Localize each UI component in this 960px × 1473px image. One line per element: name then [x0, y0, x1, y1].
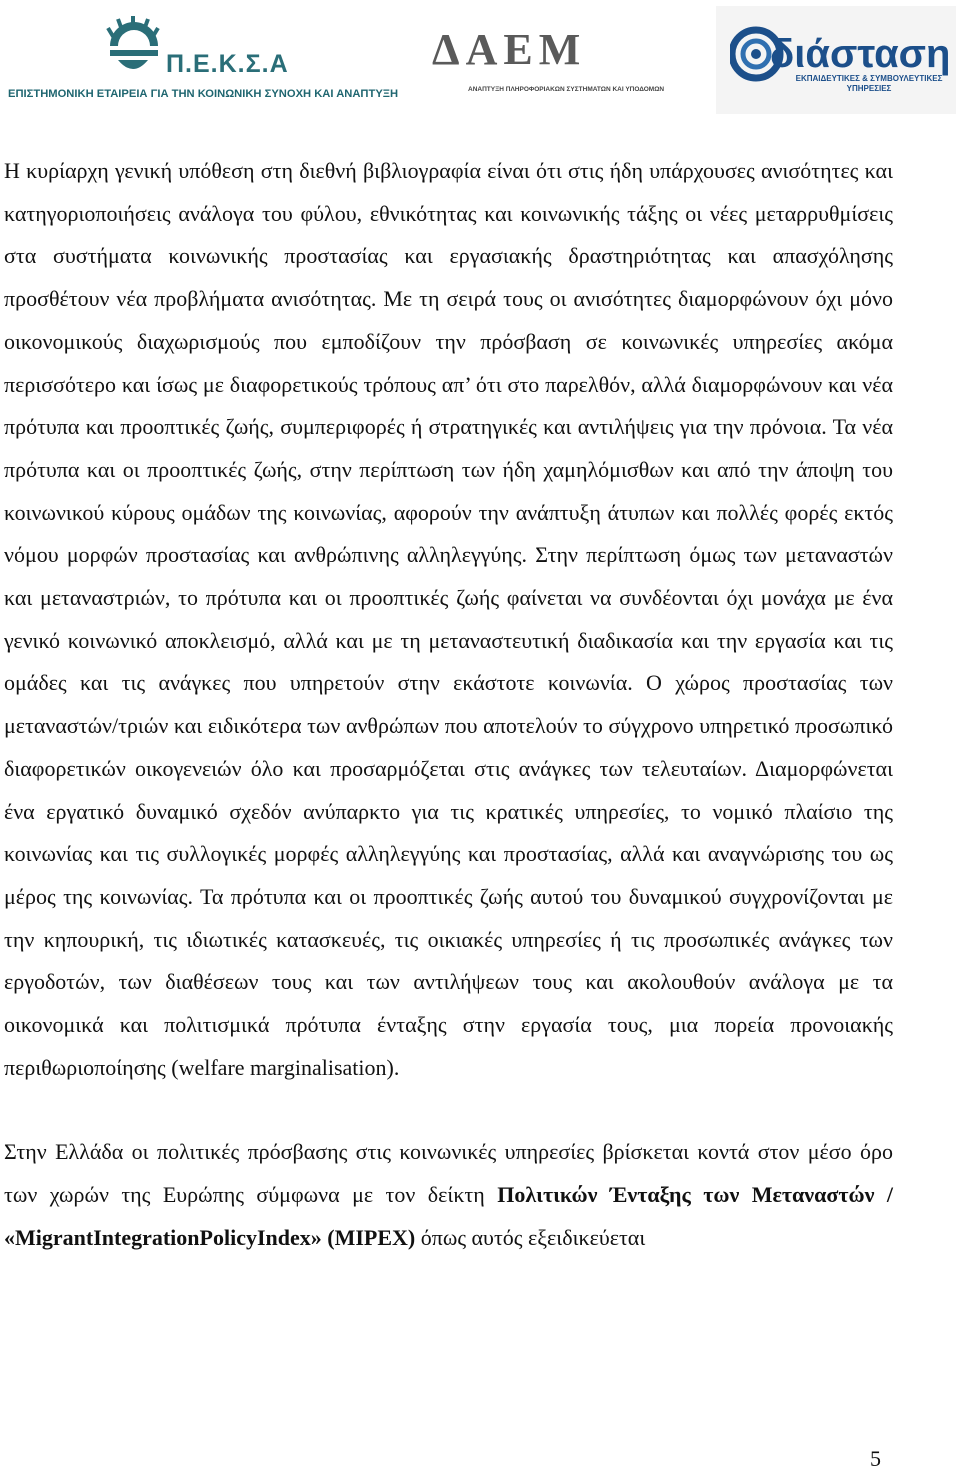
pekhsa-logo — [8, 12, 399, 108]
diastasi-tagline: ΕΚΠΑΙΔΕΥΤΙΚΕΣ & ΣΥΜΒΟΥΛΕΥΤΙΚΕΣ ΥΠΗΡΕΣΙΕΣ — [795, 74, 943, 93]
diastasi-logo — [716, 6, 956, 114]
diastasi-name: διάσταση — [770, 32, 951, 76]
pekhsa-emblem-icon — [104, 16, 162, 78]
page-number: 5 — [870, 1446, 881, 1471]
paragraph-2-text-start: Στην Ελλάδα οι πολιτικές πρόσβασης στις κοινωνικές υπηρεσίες βρίσκεται κοντά στον μέσο όρο των χωρών της Ευρώπης σύμφωνα με τον δείκτη — [4, 1139, 893, 1208]
daem-name: ΔΑΕΜ — [432, 25, 587, 74]
paragraph-2-text-end: όπως αυτός εξειδικεύεται — [415, 1224, 646, 1250]
pekhsa-tagline: ΕΠΙΣΤΗΜΟΝΙΚΗ ΕΤΑΙΡΕΙΑ ΓΙΑ ΤΗΝ ΚΟΙΝΩΝΙΚΗ ΣΥΝΟΧΗ ΚΑΙ ΑΝΑΠΤΥΞΗ — [8, 88, 399, 100]
document-body — [4, 150, 893, 1260]
page-header — [0, 0, 960, 120]
mipex-index-name: Πολιτικών Ένταξης των Μεταναστών / «MigrantIntegrationPolicyIndex» (MIPEX) — [4, 1182, 893, 1250]
daem-tagline: ΑΝΑΠΤΥΞΗ ΠΛΗΡΟΦΟΡΙΑΚΩΝ ΣΥΣΤΗΜΑΤΩΝ ΚΑΙ ΥΠΟΔΟΜΩΝ — [468, 86, 665, 93]
body-paragraph-2 — [4, 1131, 893, 1259]
body-paragraph-1: Η κυρίαρχη γενική υπόθεση στη διεθνή βιβλιογραφία είναι ότι στις ήδη υπάρχουσες ανισότητες και κατηγοριοποιήσεις ανάλογα του φύλου, εθνικότητας και κοινωνικής τάξης οι νέες μεταρρυθμίσεις στα συστήματα κοινωνικής προστασίας και εργασιακής δραστηριότητας και απασχόλησης προσθέτουν νέα προβλήματα ανισότητας. Με τη σειρά τους οι ανισότητες διαμορφώνουν όχι μόνο οικονομικούς διαχωρισμούς που εμποδίζουν την πρόσβαση σε κοινωνικές υπηρεσίες ακόμα περισσότερο και ίσως με διαφορετικούς τρόπους απ’ ότι στο παρελθόν, αλλά διαμορφώνουν και νέα πρότυπα και προοπτικές ζωής, συμπεριφορές ή στρατηγικές και αντιλήψεις για την πρόνοια. Τα νέα πρότυπα και οι προοπτικές ζωής, στην περίπτωση των ήδη χαμηλόμισθων και από την άποψη του κοινωνικού κύρους ομάδων της κοινωνίας, αφορούν την ανάπτυξη άτυπων και πολλές φορές εκτός νόμου μορφών προστασίας και ανθρώπινης αλληλεγγύης. Στην περίπτωση όμως των μεταναστών και μεταναστριών, το πρότυπα και οι προοπτικές ζωής φαίνεται να συνδέονται όχι μονάχα με ένα γενικό κοινωνικό αποκλεισμό, αλλά και με τη μεταναστευτική διαδικασία και την εργασία και τις ομάδες και τις ανάγκες που υπηρετούν στην εκάστοτε κοινωνία. Ο χώρος προστασίας των μεταναστών/τριών και ειδικότερα των ανθρώπων που αποτελούν το σύγχρονο υπηρετικό προσωπικό διαφορετικών οικογενειών όλο και προσαρμόζεται στις ανάγκες των τελευταίων. Διαμορφώνεται ένα εργατικό δυναμικό σχεδόν ανύπαρκτο για τις κρατικές υπηρεσίες, το νομικό πλαίσιο της κοινωνίας και τις συλλογικές μορφές αλληλεγγύης και προστασίας, αλλά και αναγνώρισης του ως μέρος της κοινωνίας. Τα πρότυπα και οι προοπτικές ζωής αυτού του δυναμικού συγχρονίζονται με την κηπουρική, τις ιδιωτικές κατασκευές, τις οικιακές υπηρεσίες ή τις προσωπικές ανάγκες των εργοδοτών, των διαθέσεων τους και των αντιλήψεων τους και ακολουθούν ανάλογα με τα οικονομικά και πολιτισμικά πρότυπα ένταξης στην εργασία τους, μια πορεία προνοιακής περιθωριοποίησης (welfare marginalisation). — [4, 158, 893, 1080]
daem-logo — [428, 20, 665, 104]
pekhsa-name: Π.Ε.Κ.Σ.Α — [166, 50, 289, 78]
